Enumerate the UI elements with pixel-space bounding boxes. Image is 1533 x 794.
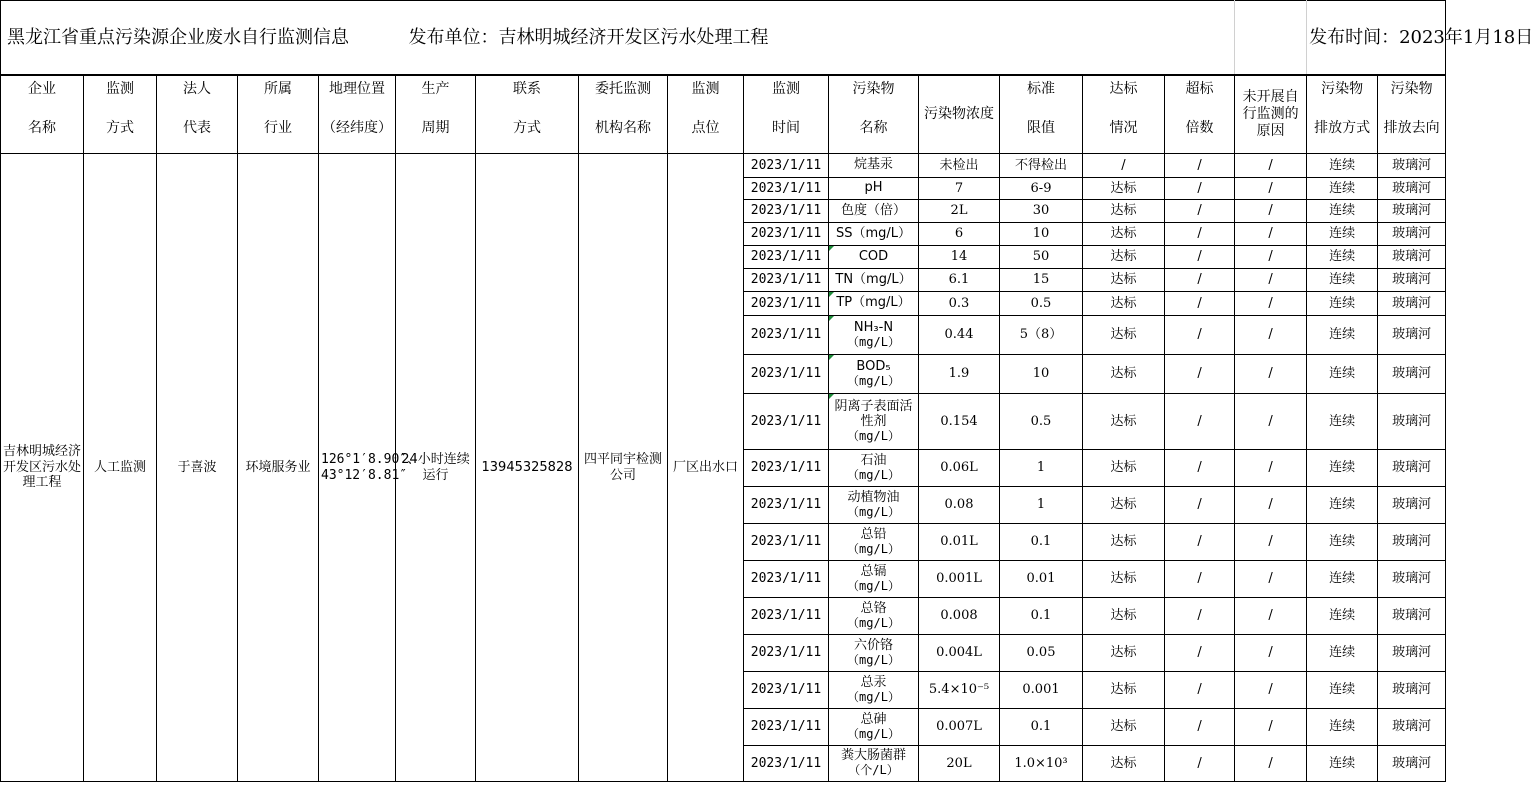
discharge-destination-cell: 玻璃河: [1378, 450, 1446, 487]
header-concentration: 污染物浓度: [919, 75, 1000, 154]
monitoring-time-cell: 2023/1/11: [744, 709, 829, 746]
discharge-mode-cell: 连续: [1307, 746, 1378, 782]
monitoring-time-cell: 2023/1/11: [744, 292, 829, 316]
discharge-destination-cell: 玻璃河: [1378, 598, 1446, 635]
monitoring-time-cell: 2023/1/11: [744, 746, 829, 782]
concentration-cell: 5.4×10⁻⁵: [919, 672, 1000, 709]
pollutant-unit: （mg/L）: [847, 652, 900, 667]
reason-cell: /: [1235, 598, 1307, 635]
exceed-multiple-cell: /: [1165, 672, 1235, 709]
concentration-cell: 2L: [919, 200, 1000, 223]
pollutant-name: 动植物油: [847, 489, 900, 505]
reason-cell: /: [1235, 524, 1307, 561]
compliance-cell: /: [1083, 154, 1165, 178]
header-point: 监测: [668, 75, 744, 103]
compliance-cell: 达标: [1083, 355, 1165, 394]
compliance-cell: 达标: [1083, 178, 1165, 200]
exceed-multiple-cell: /: [1165, 561, 1235, 598]
discharge-destination-cell: 玻璃河: [1378, 154, 1446, 178]
reason-cell: /: [1235, 200, 1307, 223]
monitoring-time-cell: 2023/1/11: [744, 635, 829, 672]
header-company-2: 名称: [1, 103, 84, 154]
header-reason: 未开展自行监测的原因: [1235, 75, 1307, 154]
pollutant-name: 烷基汞: [853, 157, 893, 173]
monitoring-time-cell: 2023/1/11: [744, 355, 829, 394]
pollutant-name: BOD₅: [856, 358, 891, 374]
pollutant-name-cell: [829, 524, 919, 561]
compliance-cell: 达标: [1083, 292, 1165, 316]
pollutant-name: 总铬: [860, 600, 887, 616]
production-cycle-cell: 24小时连续运行: [396, 154, 476, 782]
header-point-2: 点位: [668, 103, 744, 154]
header-dest-2: 排放去向: [1378, 103, 1446, 154]
header-row-2: [1, 103, 1446, 154]
header-agency: 委托监测: [579, 75, 668, 103]
monitoring-time-cell: 2023/1/11: [744, 316, 829, 355]
data-body: [1, 154, 1446, 782]
discharge-destination-cell: 玻璃河: [1378, 672, 1446, 709]
header-industry: 所属: [238, 75, 319, 103]
header-company: 企业: [1, 75, 84, 103]
discharge-mode-cell: 连续: [1307, 316, 1378, 355]
pollutant-unit: （mg/L）: [847, 467, 900, 482]
reason-cell: /: [1235, 223, 1307, 246]
limit-cell: 0.05: [1000, 635, 1083, 672]
exceed-multiple-cell: /: [1165, 246, 1235, 269]
discharge-destination-cell: 玻璃河: [1378, 561, 1446, 598]
monitoring-time-cell: 2023/1/11: [744, 178, 829, 200]
limit-cell: 0.001: [1000, 672, 1083, 709]
discharge-mode-cell: 连续: [1307, 292, 1378, 316]
concentration-cell: 20L: [919, 746, 1000, 782]
header-exceed: 超标: [1165, 75, 1235, 103]
concentration-cell: 0.06L: [919, 450, 1000, 487]
discharge-destination-cell: 玻璃河: [1378, 316, 1446, 355]
exceed-multiple-cell: /: [1165, 200, 1235, 223]
concentration-cell: 6.1: [919, 269, 1000, 292]
discharge-destination-cell: 玻璃河: [1378, 355, 1446, 394]
pollutant-name-cell: [829, 200, 919, 223]
discharge-destination-cell: 玻璃河: [1378, 269, 1446, 292]
pollutant-name-cell: [829, 223, 919, 246]
limit-cell: 0.5: [1000, 394, 1083, 450]
title-cell: [1, 1, 1235, 76]
compliance-cell: 达标: [1083, 487, 1165, 524]
discharge-mode-cell: 连续: [1307, 450, 1378, 487]
discharge-destination-cell: 玻璃河: [1378, 524, 1446, 561]
limit-cell: 5（8）: [1000, 316, 1083, 355]
concentration-cell: 14: [919, 246, 1000, 269]
monitoring-time-cell: 2023/1/11: [744, 394, 829, 450]
pollutant-unit: （个/L）: [848, 763, 899, 778]
header-contact: 联系: [476, 75, 579, 103]
reason-cell: /: [1235, 292, 1307, 316]
monitoring-time-cell: 2023/1/11: [744, 269, 829, 292]
reason-cell: /: [1235, 154, 1307, 178]
compliance-cell: 达标: [1083, 709, 1165, 746]
discharge-destination-cell: 玻璃河: [1378, 746, 1446, 782]
exceed-multiple-cell: /: [1165, 178, 1235, 200]
header-cycle: 生产: [396, 75, 476, 103]
header-pollutant-2: 名称: [829, 103, 919, 154]
header-location: 地理位置: [319, 75, 396, 103]
limit-cell: 0.5: [1000, 292, 1083, 316]
monitoring-point-cell: 厂区出水口: [668, 154, 744, 782]
pollutant-name: NH₃-N: [853, 319, 894, 335]
exceed-multiple-cell: /: [1165, 269, 1235, 292]
pollutant-name-cell: [829, 178, 919, 200]
discharge-mode-cell: 连续: [1307, 154, 1378, 178]
reason-cell: /: [1235, 487, 1307, 524]
discharge-mode-cell: 连续: [1307, 709, 1378, 746]
header-exceed-2: 倍数: [1165, 103, 1235, 154]
header-limit: 标准: [1000, 75, 1083, 103]
pollutant-name-cell: [829, 487, 919, 524]
exceed-multiple-cell: /: [1165, 316, 1235, 355]
pollutant-name-cell: [829, 746, 919, 782]
discharge-destination-cell: 玻璃河: [1378, 709, 1446, 746]
reason-cell: /: [1235, 394, 1307, 450]
header-limit-2: 限值: [1000, 103, 1083, 154]
discharge-mode-cell: 连续: [1307, 487, 1378, 524]
title-row: [1, 1, 1446, 76]
monitoring-time-cell: 2023/1/11: [744, 154, 829, 178]
header-compliance: 达标: [1083, 75, 1165, 103]
pollutant-unit: （mg/L）: [847, 541, 900, 556]
header-mode-2: 排放方式: [1307, 103, 1378, 154]
pollutant-name: 阴离子表面活性剂: [834, 398, 913, 429]
pollutant-name: 粪大肠菌群: [840, 748, 906, 764]
limit-cell: 10: [1000, 355, 1083, 394]
pollutant-name: SS（mg/L）: [835, 225, 912, 241]
limit-cell: 0.1: [1000, 524, 1083, 561]
limit-cell: 6-9: [1000, 178, 1083, 200]
pollutant-name-cell: [829, 269, 919, 292]
legal-representative-cell: 于喜波: [157, 154, 238, 782]
exceed-multiple-cell: /: [1165, 598, 1235, 635]
discharge-mode-cell: 连续: [1307, 355, 1378, 394]
pollutant-name: 总铅: [860, 526, 887, 542]
pollutant-name: TP（mg/L）: [836, 295, 911, 311]
header-pollutant: 污染物: [829, 75, 919, 103]
discharge-mode-cell: 连续: [1307, 246, 1378, 269]
header-compliance-2: 情况: [1083, 103, 1165, 154]
discharge-mode-cell: 连续: [1307, 524, 1378, 561]
pollutant-name-cell: [829, 635, 919, 672]
limit-cell: 1: [1000, 487, 1083, 524]
concentration-cell: 0.007L: [919, 709, 1000, 746]
compliance-cell: 达标: [1083, 200, 1165, 223]
pollutant-unit: （mg/L）: [847, 428, 900, 443]
pollutant-name: 总汞: [860, 674, 887, 690]
header-method: 监测: [84, 75, 157, 103]
publish-time: 发布时间：2023年1月18日: [1307, 1, 1446, 76]
monitoring-time-cell: 2023/1/11: [744, 672, 829, 709]
pollutant-unit: （mg/L）: [847, 615, 900, 630]
publisher: 发布单位：吉林明城经济开发区污水处理工程: [408, 26, 769, 48]
discharge-destination-cell: 玻璃河: [1378, 223, 1446, 246]
discharge-mode-cell: 连续: [1307, 561, 1378, 598]
concentration-cell: 6: [919, 223, 1000, 246]
pollutant-name-cell: [829, 598, 919, 635]
pollutant-unit: （mg/L）: [847, 578, 900, 593]
compliance-cell: 达标: [1083, 746, 1165, 782]
header-industry-2: 行业: [238, 103, 319, 154]
monitoring-time-cell: 2023/1/11: [744, 524, 829, 561]
pollutant-unit: （mg/L）: [847, 504, 900, 519]
sheet-title: 黑龙江省重点污染源企业废水自行监测信息: [7, 26, 349, 48]
pollutant-name-cell: [829, 316, 919, 355]
pollutant-name: TN（mg/L）: [835, 271, 912, 287]
pollutant-unit: （mg/L）: [847, 373, 900, 388]
compliance-cell: 达标: [1083, 246, 1165, 269]
limit-cell: 1.0×10³: [1000, 746, 1083, 782]
pollutant-name: pH: [864, 180, 883, 196]
concentration-cell: 未检出: [919, 154, 1000, 178]
discharge-mode-cell: 连续: [1307, 200, 1378, 223]
reason-cell: /: [1235, 635, 1307, 672]
header-legal-2: 代表: [157, 103, 238, 154]
header-cycle-2: 周期: [396, 103, 476, 154]
pollutant-name-cell: [829, 672, 919, 709]
pollutant-unit: （mg/L）: [847, 689, 900, 704]
pollutant-name-cell: [829, 355, 919, 394]
discharge-destination-cell: 玻璃河: [1378, 292, 1446, 316]
header-method-2: 方式: [84, 103, 157, 154]
reason-cell: /: [1235, 561, 1307, 598]
compliance-cell: 达标: [1083, 561, 1165, 598]
concentration-cell: 0.008: [919, 598, 1000, 635]
discharge-mode-cell: 连续: [1307, 178, 1378, 200]
monitoring-time-cell: 2023/1/11: [744, 450, 829, 487]
exceed-multiple-cell: /: [1165, 487, 1235, 524]
exceed-multiple-cell: /: [1165, 450, 1235, 487]
limit-cell: 30: [1000, 200, 1083, 223]
exceed-multiple-cell: /: [1165, 394, 1235, 450]
compliance-cell: 达标: [1083, 635, 1165, 672]
pollutant-name-cell: [829, 709, 919, 746]
header-location-2: （经纬度）: [319, 103, 396, 154]
header-legal: 法人: [157, 75, 238, 103]
compliance-cell: 达标: [1083, 316, 1165, 355]
exceed-multiple-cell: /: [1165, 524, 1235, 561]
reason-cell: /: [1235, 672, 1307, 709]
monitoring-method-cell: 人工监测: [84, 154, 157, 782]
concentration-cell: 0.08: [919, 487, 1000, 524]
reason-cell: /: [1235, 246, 1307, 269]
header-dest: 污染物: [1378, 75, 1446, 103]
reason-cell: /: [1235, 746, 1307, 782]
pollutant-unit: （mg/L）: [847, 726, 900, 741]
discharge-destination-cell: 玻璃河: [1378, 394, 1446, 450]
exceed-multiple-cell: /: [1165, 292, 1235, 316]
reason-cell: /: [1235, 269, 1307, 292]
monitoring-time-cell: 2023/1/11: [744, 246, 829, 269]
concentration-cell: 0.44: [919, 316, 1000, 355]
exceed-multiple-cell: /: [1165, 746, 1235, 782]
exceed-multiple-cell: /: [1165, 709, 1235, 746]
exceed-multiple-cell: /: [1165, 355, 1235, 394]
company-name-cell: 吉林明城经济开发区污水处理工程: [1, 154, 84, 782]
pollutant-name-cell: [829, 394, 919, 450]
discharge-destination-cell: 玻璃河: [1378, 246, 1446, 269]
reason-cell: /: [1235, 178, 1307, 200]
discharge-mode-cell: 连续: [1307, 394, 1378, 450]
exceed-multiple-cell: /: [1165, 223, 1235, 246]
discharge-mode-cell: 连续: [1307, 269, 1378, 292]
monitoring-time-cell: 2023/1/11: [744, 487, 829, 524]
pollutant-name: 色度（倍）: [840, 202, 906, 218]
concentration-cell: 7: [919, 178, 1000, 200]
discharge-destination-cell: 玻璃河: [1378, 200, 1446, 223]
discharge-mode-cell: 连续: [1307, 672, 1378, 709]
compliance-cell: 达标: [1083, 269, 1165, 292]
concentration-cell: 0.154: [919, 394, 1000, 450]
discharge-mode-cell: 连续: [1307, 635, 1378, 672]
limit-cell: 0.01: [1000, 561, 1083, 598]
limit-cell: 0.1: [1000, 598, 1083, 635]
limit-cell: 1: [1000, 450, 1083, 487]
reason-cell: /: [1235, 316, 1307, 355]
table-row: [1, 154, 1446, 178]
pollutant-name: 石油: [860, 452, 887, 468]
discharge-destination-cell: 玻璃河: [1378, 635, 1446, 672]
contact-cell: 13945325828: [476, 154, 579, 782]
exceed-multiple-cell: /: [1165, 635, 1235, 672]
header-agency-2: 机构名称: [579, 103, 668, 154]
pollutant-name-cell: [829, 561, 919, 598]
discharge-destination-cell: 玻璃河: [1378, 487, 1446, 524]
compliance-cell: 达标: [1083, 672, 1165, 709]
monitoring-time-cell: 2023/1/11: [744, 561, 829, 598]
header-row-1: [1, 75, 1446, 103]
limit-cell: 15: [1000, 269, 1083, 292]
limit-cell: 0.1: [1000, 709, 1083, 746]
reason-cell: /: [1235, 450, 1307, 487]
limit-cell: 10: [1000, 223, 1083, 246]
industry-cell: 环境服务业: [238, 154, 319, 782]
concentration-cell: 0.004L: [919, 635, 1000, 672]
limit-cell: 50: [1000, 246, 1083, 269]
pollutant-name-cell: [829, 154, 919, 178]
reason-cell: /: [1235, 355, 1307, 394]
header-contact-2: 方式: [476, 103, 579, 154]
compliance-cell: 达标: [1083, 223, 1165, 246]
pollutant-name: 总砷: [860, 711, 887, 727]
discharge-mode-cell: 连续: [1307, 598, 1378, 635]
limit-cell: 不得检出: [1000, 154, 1083, 178]
header-time-2: 时间: [744, 103, 829, 154]
location-cell: 126°1′8.90″、43°12′8.81″: [319, 154, 396, 782]
compliance-cell: 达标: [1083, 394, 1165, 450]
pollutant-name: 总镉: [860, 563, 887, 579]
concentration-cell: 0.3: [919, 292, 1000, 316]
discharge-mode-cell: 连续: [1307, 223, 1378, 246]
pollutant-unit: （mg/L）: [847, 334, 900, 349]
monitoring-time-cell: 2023/1/11: [744, 223, 829, 246]
title-empty-cell: [1235, 1, 1307, 76]
concentration-cell: 1.9: [919, 355, 1000, 394]
pollutant-name-cell: [829, 246, 919, 269]
header-time: 监测: [744, 75, 829, 103]
pollutant-name-cell: [829, 450, 919, 487]
concentration-cell: 0.01L: [919, 524, 1000, 561]
compliance-cell: 达标: [1083, 524, 1165, 561]
agency-cell: 四平同宇检测公司: [579, 154, 668, 782]
exceed-multiple-cell: /: [1165, 154, 1235, 178]
pollutant-name-cell: [829, 292, 919, 316]
pollutant-name: COD: [858, 248, 889, 264]
compliance-cell: 达标: [1083, 598, 1165, 635]
compliance-cell: 达标: [1083, 450, 1165, 487]
pollutant-name: 六价铬: [853, 637, 893, 653]
discharge-destination-cell: 玻璃河: [1378, 178, 1446, 200]
monitoring-time-cell: 2023/1/11: [744, 598, 829, 635]
monitoring-time-cell: 2023/1/11: [744, 200, 829, 223]
header-mode: 污染物: [1307, 75, 1378, 103]
reason-cell: /: [1235, 709, 1307, 746]
concentration-cell: 0.001L: [919, 561, 1000, 598]
